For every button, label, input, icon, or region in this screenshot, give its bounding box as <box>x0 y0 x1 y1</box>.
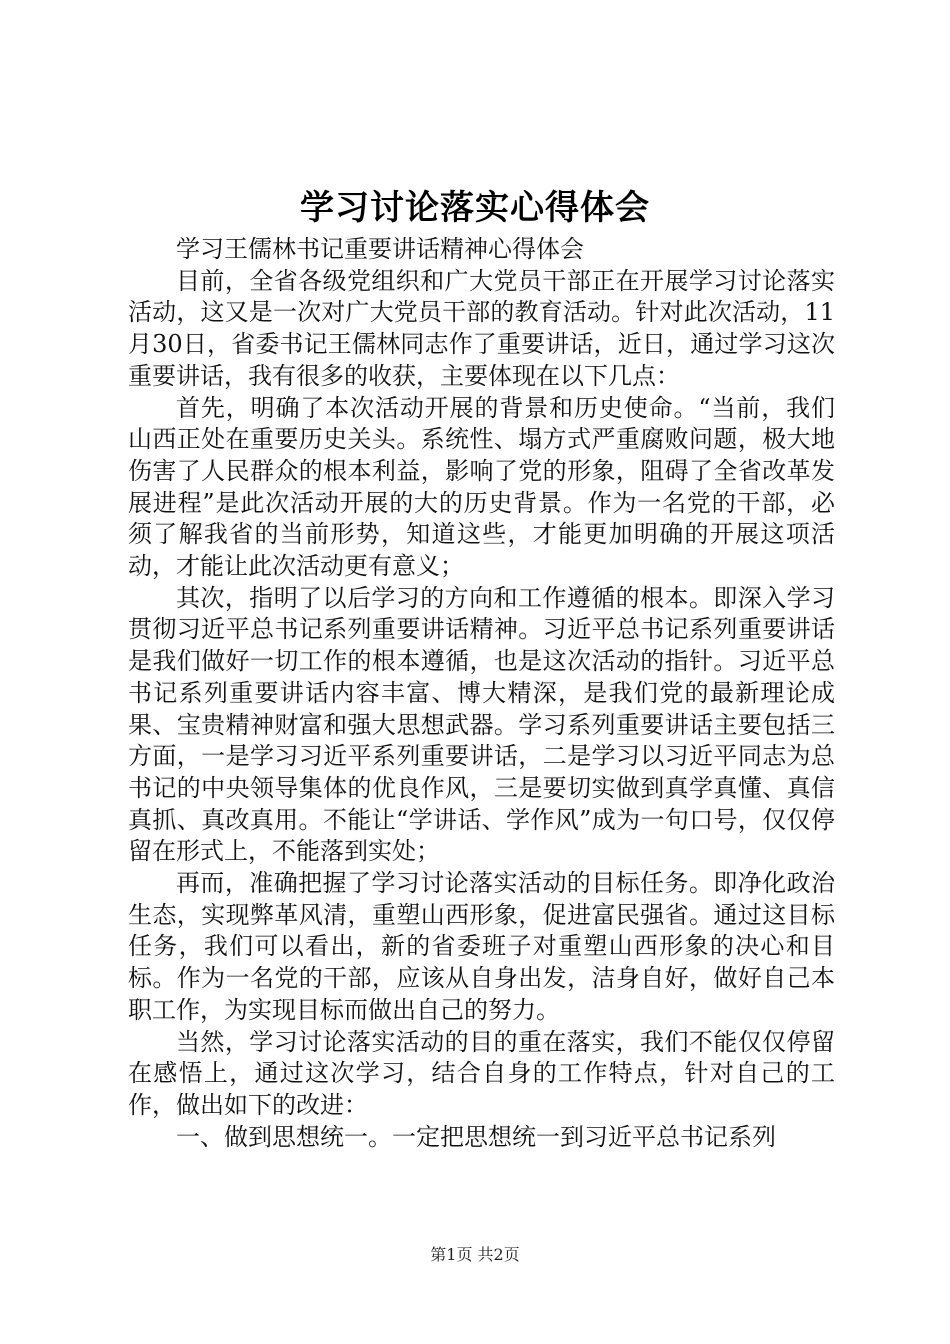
subtitle-line: 学习王儒林书记重要讲话精神心得体会 <box>176 235 584 263</box>
paragraph: 目前，全省各级党组织和广大党员干部正在开展学习讨论落实活动，这又是一次对广大党员干部的教育活动。针对此次活动，11月30日，省委书记王儒林同志作了重要讲话，近日，通过学习这次重要讲话，我有很多的收获，主要体现在以下几点： <box>128 266 835 390</box>
paragraph: 首先，明确了本次活动开展的背景和历史使命。“当前，我们山西正处在重要历史关头。系统性、塌方式严重腐败问题，极大地伤害了人民群众的根本利益，影响了党的形象，阻碍了全省改革发展进程”是此次活动开展的大的历史背景。作为一名党的干部，必须了解我省的当前形势，知道这些，才能更加明确的开展这项活动，才能让此次活动更有意义； <box>128 393 835 581</box>
paragraph: 当然，学习讨论落实活动的目的重在落实，我们不能仅仅停留在感悟上，通过这次学习，结合自身的工作特点，针对自己的工作，做出如下的改进： <box>128 1027 835 1119</box>
paragraph: 其次，指明了以后学习的方向和工作遵循的根本。即深入学习贯彻习近平总书记系列重要讲话精神。习近平总书记系列重要讲话是我们做好一切工作的根本遵循，也是这次活动的指针。习近平总书记系列重要讲话内容丰富、博大精深，是我们党的最新理论成果、宝贵精神财富和强大思想武器。学习系列重要讲话主要包括三方面，一是学习习近平系列重要讲话，二是学习以习近平同志为总书记的中央领导集体的优良作风，三是要切实做到真学真懂、真信真抓、真改真用。不能让“学讲话、学作风”成为一句口号，仅仅停留在形式上，不能落到实处； <box>128 583 835 866</box>
document-title: 学习讨论落实心得体会 <box>300 188 650 228</box>
page-number-footer: 第1页 共2页 <box>430 1245 520 1264</box>
document-body <box>128 234 835 1153</box>
paragraph: 再而，准确把握了学习讨论落实活动的目标任务。即净化政治生态，实现弊革风清，重塑山西形象，促进富民强省。通过这目标任务，我们可以看出，新的省委班子对重塑山西形象的决心和目标。作为一名党的干部，应该从自身出发，洁身自好，做好自己本职工作，为实现目标而做出自己的努力。 <box>128 869 835 1024</box>
paragraph: 一、做到思想统一。一定把思想统一到习近平总书记系列 <box>176 1122 776 1151</box>
